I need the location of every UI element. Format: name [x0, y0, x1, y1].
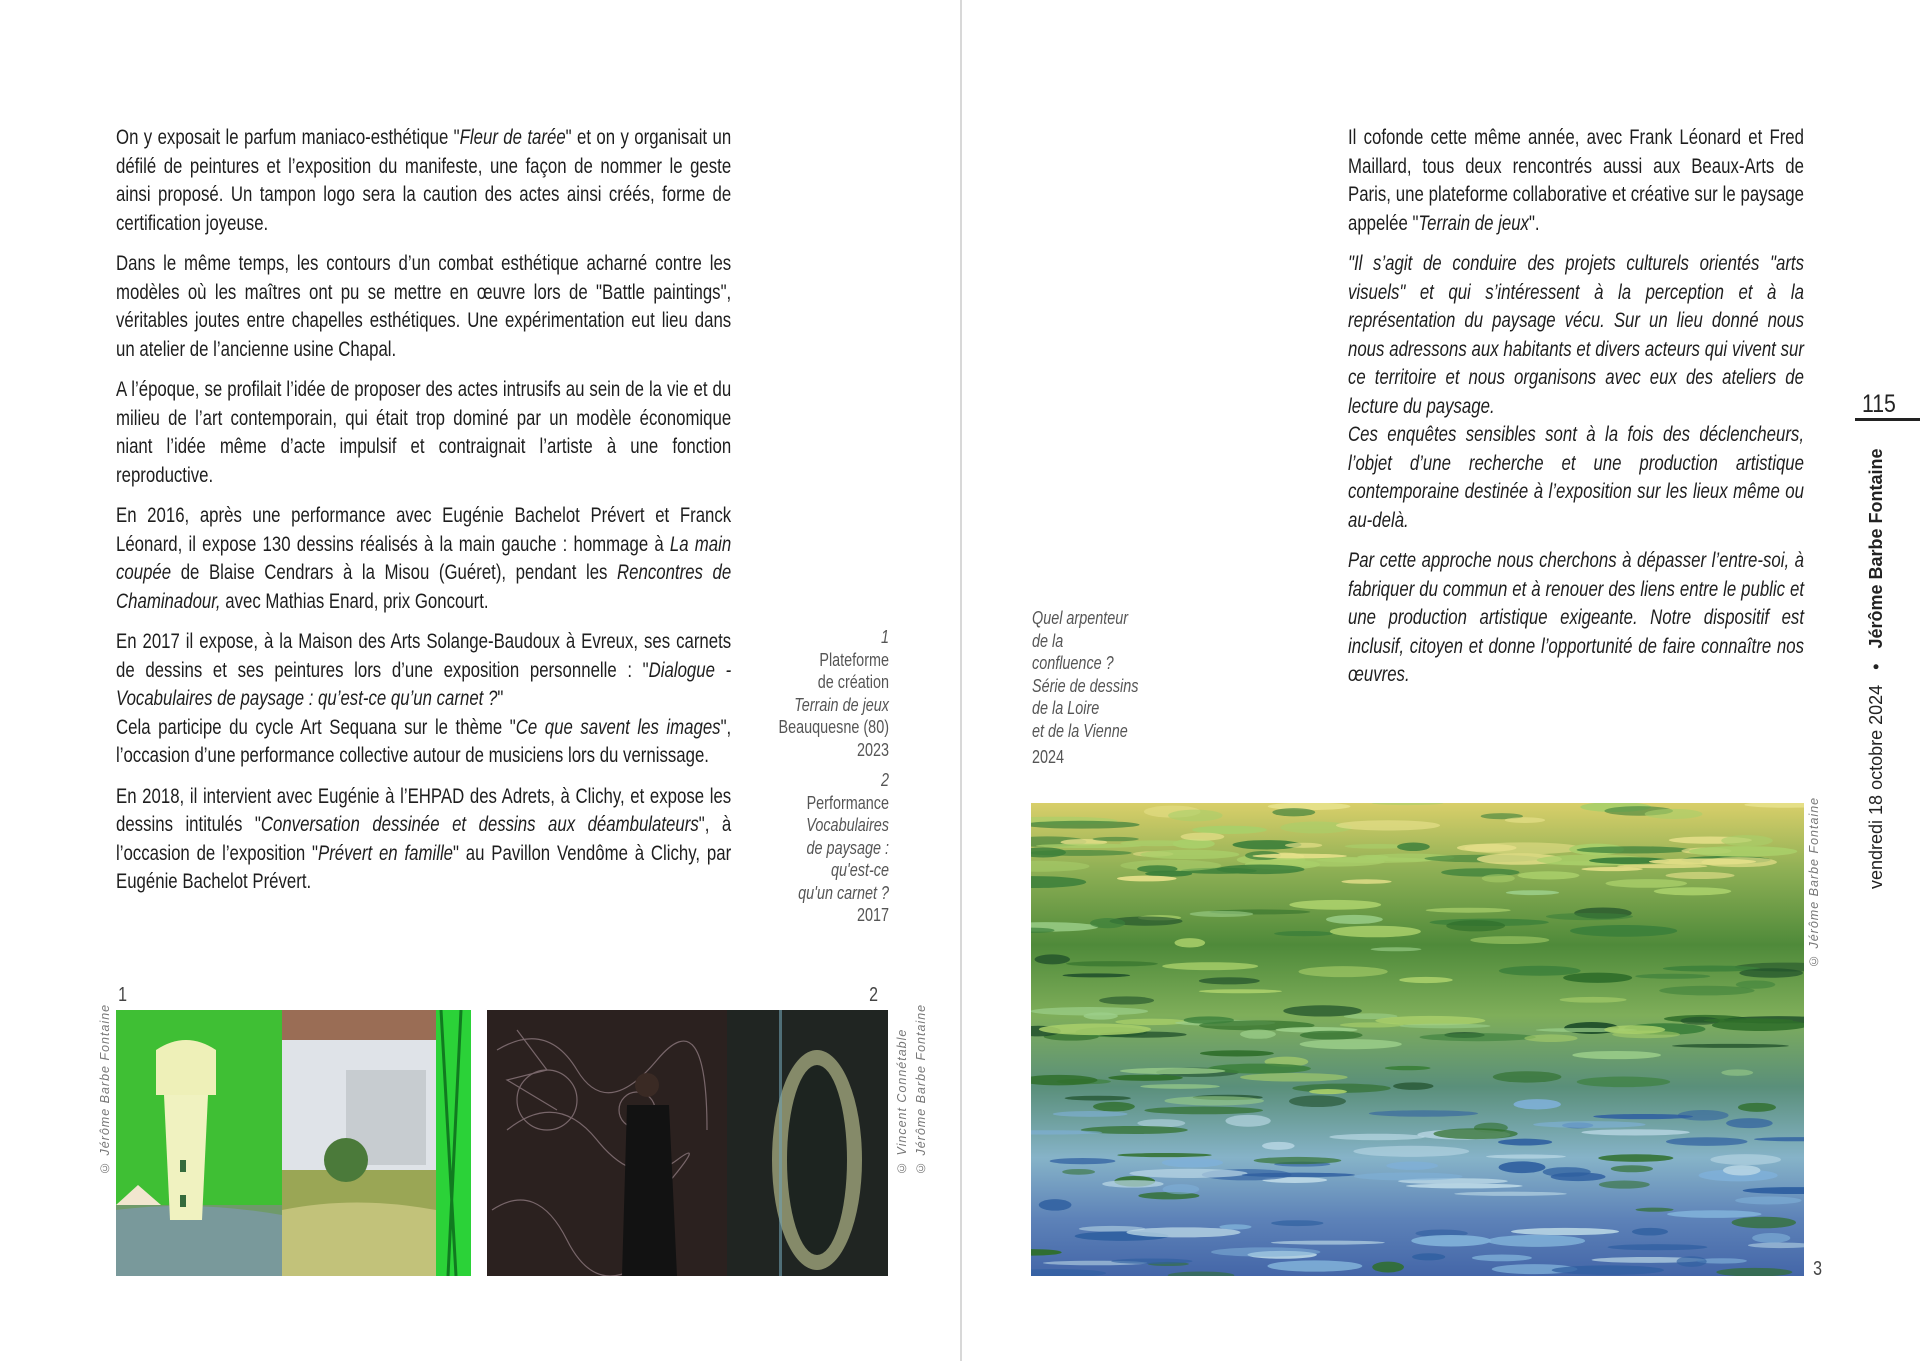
- water-brushstroke: [1093, 1102, 1135, 1112]
- water-brushstroke: [1354, 1173, 1463, 1181]
- water-brushstroke: [1092, 837, 1138, 841]
- water-brushstroke: [1560, 997, 1627, 1003]
- water-brushstroke: [1611, 1165, 1653, 1172]
- caption-line: et de la Vienne: [1032, 720, 1128, 741]
- water-brushstroke: [1704, 1018, 1793, 1023]
- water-brushstroke: [1031, 861, 1089, 872]
- paragraph: A l’époque, se profilait l’idée de proposer des actes intrusifs au sein de la vie et du milieu de l’art contemporain, qui était trop dominé par un modèle économique niant l’idée même d’acte impulsif et contraignait l’artiste à une fonction reproductive.: [116, 378, 732, 487]
- water-brushstroke: [1353, 1146, 1469, 1157]
- water-brushstroke: [1225, 1115, 1270, 1127]
- sidenote-title: Vocabulaires: [806, 815, 889, 835]
- water-brushstroke: [1716, 1268, 1792, 1276]
- italic-title: Rencontres de Chaminadour,: [116, 561, 732, 613]
- water-brushstroke: [1412, 1253, 1445, 1260]
- water-brushstroke: [1426, 908, 1511, 913]
- water-brushstroke: [1743, 1187, 1804, 1194]
- water-brushstroke: [1330, 926, 1421, 938]
- water-brushstroke: [1470, 936, 1549, 944]
- water-brushstroke: [1570, 925, 1677, 937]
- water-brushstroke: [1164, 1096, 1264, 1105]
- water-brushstroke: [1433, 1128, 1517, 1139]
- water-brushstroke: [1326, 915, 1383, 924]
- water-brushstroke: [1572, 1051, 1661, 1059]
- water-brushstroke: [1283, 1005, 1362, 1016]
- water-brushstroke: [1126, 1227, 1240, 1237]
- water-brushstroke: [1300, 1039, 1402, 1049]
- italic-title: Terrain de jeux: [1418, 211, 1529, 235]
- water-brushstroke: [1732, 1217, 1796, 1229]
- water-brushstroke: [1240, 1073, 1348, 1082]
- figure-3-number: 3: [1813, 1258, 1823, 1280]
- sidenote-title: qu'un carnet ?: [798, 882, 889, 903]
- water-brushstroke: [1272, 808, 1315, 816]
- water-brushstroke: [1701, 857, 1777, 867]
- water-brushstroke: [1472, 1255, 1532, 1262]
- sidenote-number: 1: [880, 627, 889, 647]
- caption-line: confluence ?: [1032, 653, 1114, 673]
- water-brushstroke: [1446, 920, 1505, 931]
- water-brushstroke: [1721, 835, 1772, 846]
- water-brushstroke: [1736, 980, 1775, 988]
- paragraph: "Il s’agit de conduire des projets culturels orientés "arts visuels" et qui s’intéressent à la perception et à la représentation du paysage vécu. Sur un lieu donné nous nous adressons aux habitants et divers acteurs qui vivent sur ce territoire et nous organisons avec eux des ateliers de lecture du paysage. Ces enquêtes sensibles sont à la fois des déclencheurs, l’objet d’une recherche et une production artistique contemporaine destinée à l’exposition sur les lieux même ou au-delà.: [1348, 252, 1804, 532]
- water-brushstroke: [1299, 966, 1388, 977]
- water-brushstroke: [1607, 1244, 1707, 1250]
- caption-line: Quel arpenteur: [1032, 608, 1129, 628]
- water-brushstroke: [1505, 817, 1545, 823]
- sidenote-year: 2017: [856, 905, 889, 925]
- water-brushstroke: [1031, 850, 1132, 856]
- figure-2-number: 2: [869, 984, 879, 1006]
- water-brushstroke: [1371, 947, 1422, 951]
- water-brushstroke: [1035, 954, 1070, 964]
- water-brushstroke: [1581, 1129, 1689, 1135]
- caption-line: Série de dessins: [1032, 675, 1139, 696]
- water-brushstroke: [1385, 1066, 1431, 1070]
- water-brushstroke: [1635, 974, 1710, 979]
- water-brushstroke: [1254, 1157, 1342, 1164]
- water-brushstroke: [1598, 1154, 1673, 1162]
- left-sidenotes: [713, 626, 889, 935]
- water-brushstroke: [1677, 1256, 1707, 1267]
- italic-title: Conversation dessinée et dessins aux déambulateurs: [260, 813, 699, 836]
- water-brushstroke: [1482, 874, 1515, 882]
- water-brushstroke: [1031, 821, 1140, 829]
- water-brushstroke: [1546, 913, 1633, 920]
- water-brushstroke: [1129, 1169, 1247, 1178]
- water-brushstroke: [1200, 1050, 1274, 1056]
- caption-year: 2024: [1032, 747, 1065, 767]
- water-brushstroke: [1739, 968, 1803, 978]
- water-brushstroke: [1454, 1192, 1567, 1196]
- water-brushstroke: [1604, 1025, 1665, 1034]
- water-brushstroke: [1672, 1044, 1789, 1048]
- figure-3-caption: [1032, 607, 1208, 769]
- caption-line: de la: [1032, 630, 1064, 651]
- water-brushstroke: [1636, 1208, 1674, 1212]
- water-brushstroke: [1738, 1103, 1776, 1112]
- water-brushstroke: [1517, 871, 1579, 879]
- water-brushstroke: [1632, 1228, 1668, 1236]
- water-brushstroke: [1184, 1016, 1234, 1023]
- italic-title: Prévert en famille: [318, 841, 454, 865]
- water-brushstroke: [1117, 876, 1177, 882]
- figure-3-painting-water-reflections: [1031, 803, 1804, 1276]
- water-brushstroke: [1487, 1235, 1585, 1247]
- water-brushstroke: [1252, 854, 1346, 859]
- water-brushstroke: [1659, 986, 1754, 996]
- water-brushstroke: [1744, 803, 1804, 808]
- sidenote-1: [713, 626, 889, 761]
- italic-title: La main coupée: [116, 532, 732, 584]
- water-brushstroke: [1120, 1068, 1226, 1074]
- water-brushstroke: [1181, 833, 1225, 841]
- water-brushstroke: [1031, 876, 1086, 888]
- water-brushstroke: [1393, 1082, 1433, 1090]
- water-brushstroke: [1399, 977, 1453, 983]
- water-brushstroke: [1063, 973, 1131, 977]
- water-brushstroke: [1053, 1111, 1128, 1117]
- running-head-date: vendredi 18 octobre 2024: [1866, 684, 1886, 889]
- water-brushstroke: [1062, 1169, 1095, 1175]
- water-brushstroke: [1524, 1034, 1577, 1042]
- water-brushstroke: [1115, 1019, 1188, 1025]
- water-brushstroke: [1329, 1134, 1425, 1140]
- water-brushstroke: [1285, 843, 1322, 848]
- water-brushstroke: [1386, 1162, 1438, 1170]
- running-head-separator: •: [1866, 663, 1886, 670]
- water-brushstroke: [1111, 1258, 1192, 1263]
- water-brushstroke: [1240, 1029, 1276, 1038]
- water-brushstroke: [1593, 1114, 1693, 1119]
- sidenote-number: 2: [880, 770, 889, 790]
- water-brushstroke: [1372, 1262, 1404, 1273]
- water-brushstroke: [1271, 1220, 1323, 1226]
- water-brushstroke: [1289, 900, 1381, 910]
- paragraph: Dans le même temps, les contours d’un combat esthétique acharné contre les modèles où les maîtres ont pu se mettre en œuvre lors de "Battle paintings", véritables joutes entre chapelles esthétiques. Une expérimentation eut lieu dans un atelier de l’ancienne usine Chapal.: [116, 252, 732, 361]
- water-brushstroke: [1050, 1158, 1116, 1164]
- water-brushstroke: [1336, 820, 1440, 830]
- sidenote-title: Terrain de jeux: [794, 694, 889, 715]
- water-brushstroke: [1168, 1272, 1235, 1276]
- water-brushstroke: [1162, 962, 1258, 970]
- water-brushstroke: [1599, 1181, 1650, 1189]
- water-brushstroke: [1710, 1154, 1780, 1165]
- water-brushstroke: [1309, 1089, 1347, 1094]
- sidenote-text: de création: [817, 672, 889, 692]
- water-brushstroke: [1219, 1224, 1251, 1229]
- water-brushstroke: [1464, 842, 1582, 854]
- water-brushstroke: [1499, 966, 1581, 976]
- water-brushstroke: [1748, 1243, 1804, 1249]
- water-brushstroke: [1036, 844, 1142, 848]
- water-brushstroke: [1066, 961, 1158, 966]
- water-brushstroke: [1262, 1142, 1295, 1150]
- running-head-author: Jérôme Barbe Fontaine: [1866, 448, 1886, 649]
- water-brushstroke: [1372, 803, 1443, 805]
- page-gutter-divider: [960, 0, 962, 1361]
- figure-1-painting-water-tower: [116, 1010, 471, 1276]
- water-brushstroke: [1117, 1153, 1211, 1157]
- figure-2-photo-chalk-performance: [487, 1010, 888, 1276]
- paragraph: En 2017 il expose, à la Maison des Arts Solange-Baudoux à Evreux, ses carnets de dessins et ses peintures lors d’une exposition personnelle : "Dialogue - Vocabulaires de paysage : qu’est-ce qu’un carnet ?" Cela participe du cycle Art Sequana sur le thème "Ce que savent les images", l’occasion d’une performance collective autour de musiciens lors du vernissage.: [116, 630, 732, 767]
- right-body-text: [1348, 124, 1804, 702]
- sidenote-text: Plateforme: [819, 649, 889, 670]
- water-brushstroke: [1645, 809, 1703, 819]
- water-brushstroke: [1654, 887, 1731, 895]
- water-brushstroke: [1723, 1165, 1761, 1175]
- water-brushstroke: [1340, 1022, 1404, 1027]
- water-brushstroke: [1498, 1139, 1552, 1146]
- italic-title: Dialogue - Vocabulaires de paysage : qu’est-ce qu’un carnet ?: [116, 658, 732, 710]
- water-brushstroke: [1666, 872, 1735, 879]
- water-brushstroke: [1752, 1233, 1790, 1243]
- water-brushstroke: [1577, 1077, 1670, 1088]
- water-brushstroke: [1242, 1173, 1355, 1178]
- water-brushstroke: [1577, 846, 1690, 853]
- water-brushstroke: [1300, 1031, 1363, 1040]
- water-brushstroke: [1666, 1137, 1748, 1146]
- water-brushstroke: [1606, 879, 1688, 888]
- water-brushstroke: [1031, 1269, 1106, 1276]
- water-brushstroke: [1754, 1137, 1804, 1141]
- water-brushstroke: [1493, 1071, 1562, 1082]
- caption-line: de la Loire: [1032, 698, 1100, 718]
- page-number: 115: [1862, 390, 1896, 418]
- water-brushstroke: [1533, 1121, 1645, 1128]
- water-brushstroke: [1400, 1024, 1491, 1029]
- sidenote-title: de paysage :: [806, 837, 889, 858]
- water-brushstroke: [1341, 879, 1391, 884]
- sidenote-year: 2023: [856, 739, 889, 760]
- water-brushstroke: [1199, 977, 1260, 984]
- figure-1-number: 1: [118, 984, 128, 1006]
- paragraph: En 2016, après une performance avec Eugénie Bachelot Prévert et Franck Léonard, il expose 130 dessins réalisés à la main gauche : hommage à La main coupée de Blaise Cendrars à la Misou (Guéret), pendant les Rencontres de Chaminadour, avec Mathias Enard, prix Goncourt.: [116, 504, 732, 613]
- water-brushstroke: [1099, 996, 1154, 1004]
- paragraph: Par cette approche nous cherchons à dépasser l’entre-soi, à fabriquer du commun et à renouer des liens entre le public et une production artistique exigeante. Notre dispositif est inclusif, citoyen et donne l’opportunité de faire connaître nos œuvres.: [1348, 549, 1804, 686]
- water-brushstroke: [1174, 938, 1205, 947]
- running-head-vertical: [1866, 447, 1887, 889]
- italic-title: Fleur de tarée: [459, 126, 566, 149]
- sidenote-2: [713, 769, 889, 927]
- water-brushstroke: [1140, 1084, 1219, 1089]
- water-brushstroke: [1267, 1260, 1362, 1271]
- water-brushstroke: [1726, 1118, 1773, 1128]
- water-brushstroke: [1274, 931, 1333, 936]
- sidenote-place: Beauquesne (80): [778, 717, 889, 737]
- water-brushstroke: [1039, 1024, 1151, 1036]
- water-brushstroke: [1108, 1075, 1183, 1081]
- sidenote-title: qu'est-ce: [831, 860, 889, 880]
- figure-2-credit-1: © Vincent Connétable: [895, 1028, 909, 1175]
- water-brushstroke: [1268, 803, 1351, 810]
- water-brushstroke: [1721, 1069, 1753, 1075]
- water-brushstroke: [1162, 1158, 1223, 1168]
- water-brushstroke: [1511, 1228, 1619, 1235]
- water-brushstroke: [1065, 1096, 1131, 1101]
- water-brushstroke: [1102, 1180, 1164, 1188]
- running-head-rule: [1855, 418, 1920, 421]
- water-brushstroke: [1140, 850, 1239, 859]
- water-brushstroke: [1163, 1184, 1200, 1194]
- paragraph: Il cofonde cette même année, avec Frank Léonard et Fred Maillard, tous deux rencontrés aussi aux Beaux-Arts de Paris, une plateforme collaborative et créative sur le paysage appelée "Terrain de jeux".: [1348, 126, 1804, 235]
- water-brushstroke: [1369, 1110, 1478, 1116]
- water-brushstroke: [1168, 810, 1222, 822]
- figure-3-credit: © Jérôme Barbe Fontaine: [1807, 796, 1821, 968]
- water-brushstroke: [1499, 1161, 1546, 1173]
- water-brushstroke: [1411, 1235, 1491, 1246]
- water-brushstroke: [1211, 1247, 1320, 1256]
- water-brushstroke: [1199, 989, 1282, 993]
- water-brushstroke: [1137, 865, 1177, 872]
- left-body-text: [116, 124, 731, 909]
- water-brushstroke: [1090, 918, 1125, 928]
- water-brushstroke: [1208, 1064, 1311, 1074]
- water-brushstroke: [1513, 1099, 1560, 1109]
- water-brushstroke: [1506, 890, 1559, 895]
- water-brushstroke: [1271, 1241, 1385, 1245]
- water-brushstroke: [1420, 1033, 1536, 1041]
- water-brushstroke: [1543, 1167, 1591, 1177]
- paragraph: On y exposait le parfum maniaco-esthétique "Fleur de tarée" et on y organisait un défilé de peintures et l’exposition du manifeste, une façon de nommer le geste ainsi proposé. Un tampon logo sera la caution des actes ainsi créés, forme de certification joyeuse.: [116, 126, 732, 235]
- water-brushstroke: [1581, 867, 1642, 871]
- water-brushstroke: [1144, 1107, 1263, 1115]
- water-brushstroke: [1397, 843, 1430, 852]
- italic-title: Ce que savent les images: [515, 715, 721, 739]
- water-brushstroke: [1486, 1154, 1566, 1158]
- water-brushstroke: [1563, 973, 1632, 983]
- water-brushstroke: [1406, 1184, 1523, 1189]
- water-brushstroke: [1689, 846, 1798, 857]
- figure-1-credit: © Jérôme Barbe Fontaine: [98, 1003, 112, 1175]
- paragraph: En 2018, il intervient avec Eugénie à l’EHPAD des Adrets, à Clichy, et expose les dessins intitulés "Conversation dessinée et dessins aux déambulateurs", à l’occasion de l’exposition "Prévert en famille" au Pavillon Vendôme à Clichy, par Eugénie Bachelot Prévert.: [116, 784, 732, 893]
- water-brushstroke: [1031, 1007, 1148, 1015]
- water-brushstroke: [1031, 1249, 1062, 1256]
- water-brushstroke: [1667, 1210, 1761, 1218]
- water-brushstroke: [1190, 911, 1253, 917]
- figure-2-credit-2: © Jérôme Barbe Fontaine: [914, 1003, 928, 1175]
- water-brushstroke: [1039, 1199, 1072, 1210]
- sidenote-text: Performance: [806, 792, 889, 813]
- water-brushstroke: [1735, 1196, 1801, 1204]
- water-brushstroke: [1289, 1095, 1346, 1107]
- water-brushstroke: [1552, 1265, 1664, 1275]
